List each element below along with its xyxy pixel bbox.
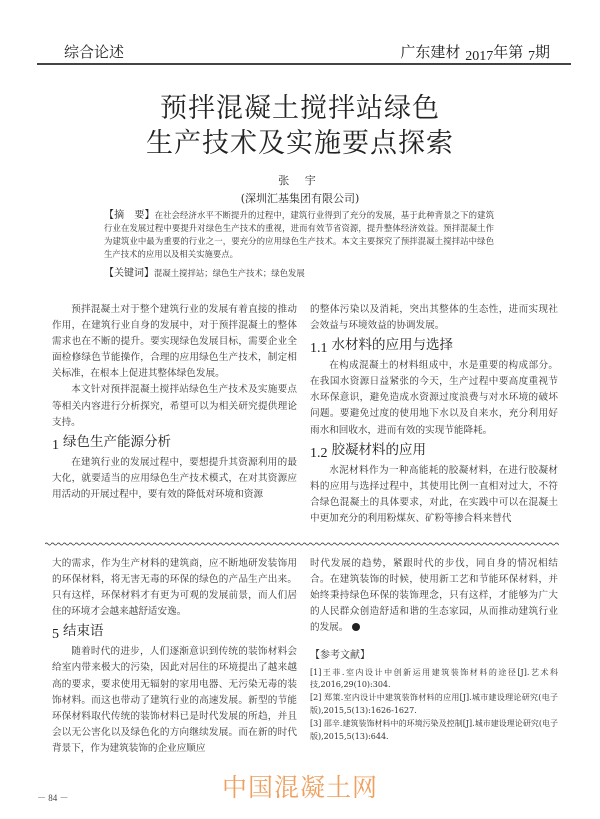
running-header-section: 综合论述: [64, 43, 125, 61]
paragraph-text: 时代发展的趋势，紧跟时代的步伐，同自身的情况相结合。在建筑装饰的时候，使用新工艺和节能环保材料，并始终秉持绿色环保的装饰理念，只有这样，才能够为广大的人民群众创造舒适和谐的生态家园，从而推动建筑行业的发展。: [310, 558, 558, 634]
section-number: 5: [52, 627, 59, 643]
section-number: 1.1: [310, 341, 328, 357]
paragraph: 的整体污染以及消耗，突出其整体的生态性，进而实现社会效益与环境效益的协调发展。: [310, 304, 558, 332]
keywords-text: 混凝土搅拌站；绿色生产技术；绿色发展: [154, 268, 305, 278]
section-title: 水材料的应用与选择: [331, 337, 453, 354]
references-heading: 【参考文献】: [310, 650, 370, 662]
lower-left-column: [52, 556, 297, 757]
paragraph: 水泥材料作为一种高能耗的胶凝材料，在进行胶凝材料的应用与选择过程中，其使用比例一直相对过大，不符合绿色混凝土的具体要求，对此，在实践中可以在混凝土中更加充分的利用粉煤灰、矿粉等掺合料来替代: [310, 464, 558, 524]
paragraph: 在建筑行业的发展过程中，要想提升其资源利用的最大化，就要适当的应用绿色生产技术模式，在对其资源应用活动的开展过程中，要有效的降低对环境和资源: [52, 456, 297, 500]
page-number: － 84 －: [37, 793, 69, 803]
reference-item: [1]王菲.室内设计中创新运用建筑装饰材料的途径[J].艺术科技,2016,29(10):304.: [310, 667, 558, 690]
header-rule: [37, 63, 571, 65]
paragraph: 大的需求，作为生产材料的建筑商，应不断地研发装饰用的环保材料，将无害无毒的环保的绿色的产品生产出来。只有这样，环保材料才有更为可观的发展前景，而人们居住的环境才会越来越舒适安逸。: [52, 558, 297, 618]
watermark: 中国混凝土网: [221, 773, 378, 802]
section-cut-separator: [45, 542, 559, 546]
reference-item: [2] 郑策.室内设计中建筑装饰材料的应用[J].城市建设理论研究(电子版),2015,5(13):1626-1627.: [310, 693, 558, 715]
article-title-line2: 生产技术及实施要点探索: [146, 128, 454, 159]
journal-name: 广东建材: [400, 43, 461, 61]
article-author: 张 宇: [278, 174, 322, 187]
article-title-line1: 预拌混凝土搅拌站绿色: [160, 93, 440, 124]
section-title: 结束语: [63, 623, 104, 640]
keywords-label: 【关键词】: [104, 268, 154, 279]
section-heading-1-1: [310, 335, 558, 356]
journal-issue-suffix: 期: [534, 43, 550, 61]
section-number: 1.2: [310, 445, 328, 461]
paragraph: [310, 556, 558, 636]
journal-year: 2017: [465, 49, 494, 64]
paragraph: 预拌混凝土对于整个建筑行业的发展有着直接的推动作用，在建筑行业自身的发展中，对于预拌混凝土的整体需求也在不断的提升。要实现绿色发展目标，需要企业全面检修绿色节能操作，合理的应用绿色生产技术，制定相关标准，在根本上促进其整体绿色发展。: [52, 304, 297, 380]
upper-left-column: [52, 302, 297, 503]
running-header-journal: [400, 41, 550, 62]
section-title: 绿色生产能源分析: [63, 433, 171, 450]
lower-right-column: [310, 556, 558, 743]
abstract-label: 【摘 要】: [104, 210, 155, 221]
reference-item: [3] 邵辛.建筑装饰材料中的环境污染及控制[J].城市建设理论研究(电子版),2015,5(13):644.: [310, 718, 558, 741]
journal-issue: 7: [527, 49, 535, 64]
section-number: 1: [52, 437, 59, 453]
section-heading-5: [52, 621, 297, 642]
section-heading-1-2: [310, 440, 558, 461]
upper-right-column: [310, 302, 558, 527]
journal-year-suffix: 年第: [493, 43, 524, 61]
wavy-line: [45, 542, 559, 546]
paragraph: 本文针对预拌混凝土搅拌站绿色生产技术及实施要点等相关内容进行分析探究，希望可以为相关研究提供理论支持。: [52, 384, 297, 428]
abstract-text: 在社会经济水平不断提升的过程中，建筑行业得到了充分的发展，基于此种背景之下的建筑行业在发展过程中要提升对绿色生产技术的重视，进而有效节省资源，提升整体经济效益。预拌混凝土作为建筑业中最为重要的行业之一，要充分的应用绿色生产技术。本文主要探究了预拌混凝土搅拌站中绿色生产技术的应用以及相关实施要点。: [104, 210, 495, 259]
article-affiliation: (深圳汇基集团有限公司): [240, 192, 360, 205]
section-heading-1: [52, 432, 297, 453]
end-mark-icon: [352, 623, 360, 631]
keywords: [104, 264, 494, 279]
abstract: [104, 209, 494, 261]
paragraph: 随着时代的进步，人们逐渐意识到传统的装饰材料会给室内带来极大的污染，因此对居住的环境提出了越来越高的要求，要求使用无辐射的家用电器、无污染无毒的装饰材料。而这也带动了建筑行业的高速发展。新型的节能环保材料取代传统的装饰材料已是时代发展的所趋，并且会以无公害化以及绿色化的方向继续发展。而在新的时代背景下，作为建筑装饰的企业应顺应: [52, 646, 297, 754]
paragraph: 在构成混凝土的材料组成中，水是重要的构成部分。在我国水资源日益紧张的今天，生产过程中要高度重视节水环保意识，避免造成水资源过度浪费与对水环境的破坏问题。要避免过度的使用地下水以及自来水，充分利用好雨水和回收水，进而有效的实现节能降耗。: [310, 360, 558, 436]
section-title: 胶凝材料的应用: [331, 441, 426, 458]
